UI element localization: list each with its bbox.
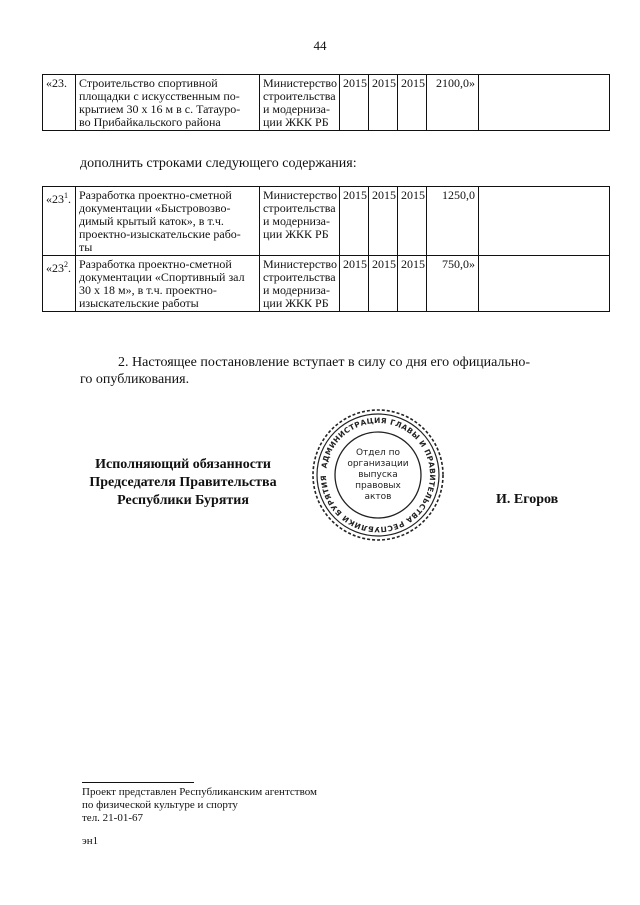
document-code: эн1 [82,835,99,847]
row-number-text: «23 [46,261,64,275]
activity-name-line: проектно-изыскательские рабо- [79,227,241,241]
year-cell-3: 2015 [398,75,427,131]
activity-name-line: документации «Спортивный зал [79,270,245,284]
activity-name-line: во Прибайкальского района [79,115,221,129]
row-number [43,187,76,256]
signer-name: И. Егоров [496,492,559,507]
empty-cell [479,187,610,256]
year-cell-1: 2015 [340,187,369,256]
activity-name-line: димый крытый каток», в т.ч. [79,214,224,228]
activity-name-line: крытием 30 х 16 м в с. Татауро- [79,102,241,116]
responsible-org-line: ции ЖКК РБ [263,227,329,241]
intro-text: дополнить строками следующего содержания: [80,156,357,171]
responsible-org-line: Министерство [263,188,337,202]
program-table-additions [42,186,610,312]
stamp-center-line-4: правовых [355,481,401,491]
responsible-org-line: Министерство [263,257,337,271]
activity-name-line: площадки с искусственным по- [79,89,240,103]
table-row [43,187,610,256]
row-number-superscript: 2 [64,260,68,269]
footnote-rule [82,782,194,783]
responsible-org-line: строительства [263,270,336,284]
row-number-text: «23. [46,76,67,90]
responsible-org-line: строительства [263,89,336,103]
activity-name [76,187,260,256]
activity-name [76,75,260,131]
footnote-line-2: по физической культуре и спорту [82,799,238,811]
official-stamp [310,407,446,543]
amount-cell: 750,0» [427,256,479,312]
year-cell-3: 2015 [398,256,427,312]
signer-title [78,456,288,510]
paragraph-line-2: го опубликования. [80,372,190,387]
activity-name-line: 30 х 18 м», в т.ч. проектно- [79,283,217,297]
responsible-org [260,187,340,256]
table1-body [43,75,610,131]
year-cell-2: 2015 [369,75,398,131]
row-number-text: «23 [46,192,64,206]
activity-name-line: Разработка проектно-сметной [79,257,232,271]
row-number-superscript: 1 [64,191,68,200]
row-number-tail: . [68,192,71,206]
activity-name-line: ты [79,240,93,254]
responsible-org-line: ции ЖКК РБ [263,115,329,129]
signer-line-2: Председателя Правительства [89,475,277,490]
year-cell-1: 2015 [340,256,369,312]
activity-name [76,256,260,312]
responsible-org-line: и модерниза- [263,283,331,297]
paragraph-line-1: 2. Настоящее постановление вступает в силу со дня его официально- [118,355,531,370]
activity-name-line: изыскательские работы [79,296,199,310]
table-row [43,75,610,131]
stamp-center-line-2: организации [347,459,409,469]
responsible-org-line: и модерниза- [263,102,331,116]
table-row [43,256,610,312]
responsible-org-line: ции ЖКК РБ [263,296,329,310]
stamp-center-line-1: Отдел по [355,448,401,458]
program-table-existing [42,74,610,131]
row-number-tail: . [68,261,71,275]
year-cell-1: 2015 [340,75,369,131]
footnote-line-1: Проект представлен Республиканским агентством [82,786,317,798]
stamp-ring-text: АДМИНИСТРАЦИЯ ГЛАВЫ И ПРАВИТЕЛЬСТВА РЕСПУБЛИКИ БУРЯТИЯ [318,415,438,535]
signer-line-3: Республики Бурятия [117,493,249,508]
activity-name-line: документации «Быстровозво- [79,201,231,215]
empty-cell [479,256,610,312]
activity-name-line: Строительство спортивной [79,76,218,90]
activity-name-line: Разработка проектно-сметной [79,188,232,202]
row-number [43,75,76,131]
responsible-org-line: и модерниза- [263,214,331,228]
row-number [43,256,76,312]
stamp-center-line-5: актов [364,492,392,502]
responsible-org-line: Министерство [263,76,337,90]
responsible-org [260,75,340,131]
stamp-center-line-3: выпуска [358,470,398,480]
table2-body [43,187,610,312]
footnote [82,786,317,825]
amount-cell: 2100,0» [427,75,479,131]
year-cell-2: 2015 [369,256,398,312]
empty-cell [479,75,610,131]
page-number: 44 [313,38,327,53]
year-cell-3: 2015 [398,187,427,256]
responsible-org-line: строительства [263,201,336,215]
responsible-org [260,256,340,312]
year-cell-2: 2015 [369,187,398,256]
amount-cell: 1250,0 [427,187,479,256]
signer-line-1: Исполняющий обязанности [95,457,271,472]
footnote-line-3: тел. 21-01-67 [82,812,144,824]
